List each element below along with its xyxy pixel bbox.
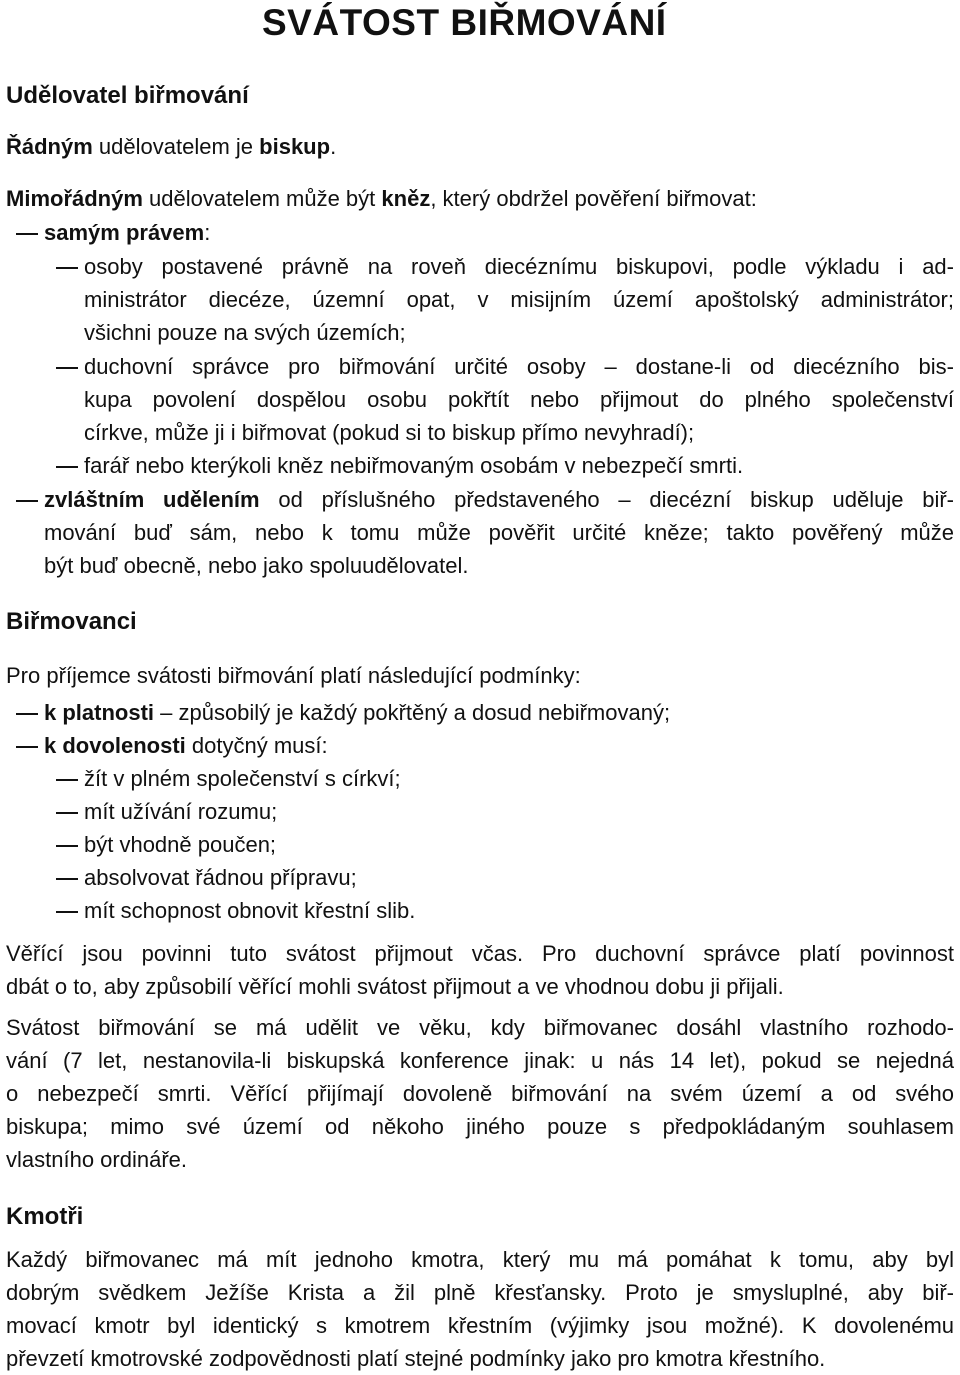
sub-item-osoby-postavene <box>84 250 954 349</box>
text-line: biskupa; mimo své území od někoho jiného pouze s předpokládaným souhlasem <box>6 1114 954 1139</box>
text-line: vání (7 let, nestanovila-li biskupská konference jinak: u nás 14 let), pokud se nejedná <box>6 1048 954 1073</box>
text-line: všichni pouze na svých územích; <box>84 320 406 345</box>
page-title: SVÁTOST BIŘMOVÁNÍ <box>262 2 667 43</box>
paragraph-vek-birmovani <box>6 1011 954 1176</box>
text-povereni: , který obdržel pověření biřmovat: <box>430 186 757 211</box>
bold-radnym: Řádným <box>6 134 93 159</box>
bold-k-platnosti: k platnosti <box>44 700 155 725</box>
bold-biskup: biskup <box>259 134 331 159</box>
text-line: převzetí kmotrovské zodpovědnosti platí stejné podmínky jako pro kmotra křestního. <box>6 1346 826 1371</box>
dash-bullet <box>56 845 78 847</box>
dash-bullet <box>16 713 38 715</box>
text-fragment: – způsobilý je každý pokřtěný a dosud nebiřmovaný; <box>154 700 671 725</box>
dash-bullet <box>56 779 78 781</box>
bold-samym-pravem: samým právem <box>44 220 205 245</box>
text-fragment: dotyčný musí: <box>185 733 328 758</box>
text-line: Svátost biřmování se má udělit ve věku, kdy biřmovanec dosáhl vlastního rozhodo- <box>6 1015 954 1040</box>
heading-kmotri: Kmotři <box>6 1203 84 1230</box>
text-line: Každý biřmovanec má mít jednoho kmotra, který mu má pomáhat k tomu, aby byl <box>6 1247 954 1272</box>
text-line: osoby postavené právně na roveň diecéznímu biskupovi, podle výkladu i ad- <box>84 254 954 279</box>
bold-knez: kněz <box>381 186 431 211</box>
dash-bullet <box>16 746 38 748</box>
text-line: dbát o to, aby způsobilí věřící mohli svátost přijmout a ve vhodnou dobu ji přijali. <box>6 974 784 999</box>
list-item-zvlastnim-udelenim <box>44 483 954 582</box>
text-line: církve, může ji i biřmovat (pokud si to biskup přímo nevyhradí); <box>84 420 695 445</box>
text-period: . <box>330 134 337 159</box>
text-line: kupa povolení dospělou osobu pokřtít nebo přijmout do plného společenství <box>84 387 954 412</box>
text-line: mování buď sám, nebo k tomu může pověřit určité kněze; takto pověřený může <box>44 520 954 545</box>
text-colon: : <box>204 220 211 245</box>
requirement-item: být vhodně poučen; <box>84 832 277 857</box>
requirement-item: mít užívání rozumu; <box>84 799 278 824</box>
paragraph-radny-udelovatel <box>6 130 336 163</box>
heading-birmovanci: Biřmovanci <box>6 608 137 635</box>
text-line: vlastního ordináře. <box>6 1147 187 1172</box>
text-line: movací kmotr byl identický s kmotrem křestním (výjimky jsou možné). K dovolenému <box>6 1313 954 1338</box>
requirement-item: žít v plném společenství s církví; <box>84 766 401 791</box>
heading-udelovatel: Udělovatel biřmování <box>6 82 249 109</box>
text-fragment: od příslušného představeného – diecézní biskup uděluje biř- <box>259 487 954 512</box>
paragraph-kmotri <box>6 1243 954 1375</box>
text-line: duchovní správce pro biřmování určité osoby – dostane-li od diecézního bis- <box>84 354 954 379</box>
bold-zvlastnim-udelenim: zvláštním udělením <box>44 487 260 512</box>
sub-item-farar: farář nebo kterýkoli kněz nebiřmovaným osobám v nebezpečí smrti. <box>84 453 744 478</box>
sub-item-duchovni-spravce <box>84 350 954 449</box>
dash-bullet <box>56 267 78 269</box>
dash-bullet <box>56 367 78 369</box>
dash-bullet <box>56 878 78 880</box>
dash-bullet <box>56 911 78 913</box>
dash-bullet <box>16 500 38 502</box>
dash-bullet <box>56 466 78 468</box>
text-line: Věřící jsou povinni tuto svátost přijmout včas. Pro duchovní správce platí povinnost <box>6 941 954 966</box>
text-udelovatelem: udělovatelem je <box>98 134 254 159</box>
text-line: dobrým svědkem Ježíše Krista a žil plně křesťansky. Proto je smysluplné, aby biř- <box>6 1280 954 1305</box>
bold-mimoradnym: Mimořádným <box>6 186 143 211</box>
bold-k-dovolenosti: k dovolenosti <box>44 733 186 758</box>
text-udelovatelem-muze: udělovatelem může být <box>149 186 376 211</box>
text-line <box>44 483 954 516</box>
list-item-k-dovolenosti <box>44 729 328 762</box>
text-line: být buď obecně, nebo jako spoluudělovatel. <box>44 553 469 578</box>
text-line: ministrátor diecéze, územní opat, v misijním území apoštolský administrátor; <box>84 287 954 312</box>
requirement-item: absolvovat řádnou přípravu; <box>84 865 357 890</box>
paragraph-mimoradny-udelovatel <box>6 182 757 215</box>
paragraph-povinnost-prijmout <box>6 937 954 1003</box>
list-item-k-platnosti <box>44 696 670 729</box>
paragraph-podminky-intro: Pro příjemce svátosti biřmování platí následující podmínky: <box>6 663 581 688</box>
dash-bullet <box>16 233 38 235</box>
text-line: o nebezpečí smrti. Věřící přijímají dovoleně biřmování na svém území a od svého <box>6 1081 954 1106</box>
dash-bullet <box>56 812 78 814</box>
requirement-item: mít schopnost obnovit křestní slib. <box>84 898 416 923</box>
list-item-samym-pravem <box>44 216 210 249</box>
